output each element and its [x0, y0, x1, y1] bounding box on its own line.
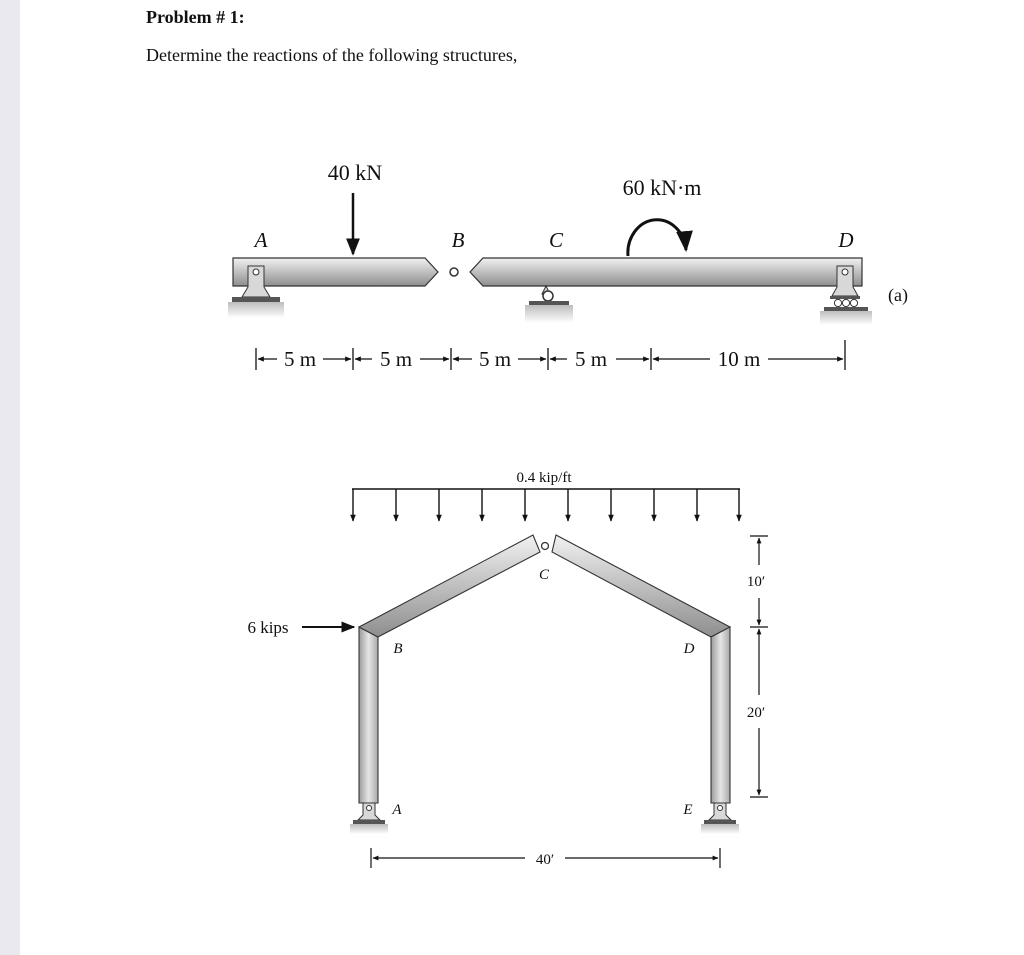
dim-column-label: 20′	[746, 705, 766, 721]
frame-label-b: B	[393, 641, 403, 657]
horizontal-load-label: 6 kips	[247, 618, 289, 637]
hinge-c	[542, 543, 549, 550]
point-load-label: 40 kN	[327, 160, 383, 185]
dim-label-3: 5 m	[478, 347, 512, 371]
dim-rise-label: 10′	[746, 574, 766, 590]
support-a-frame	[350, 803, 388, 834]
dim-label-5: 10 m	[717, 347, 761, 371]
label-b: B	[451, 228, 465, 252]
label-a: A	[254, 228, 268, 252]
frame-label-d: D	[683, 641, 695, 657]
frame-label-e: E	[683, 802, 693, 818]
figure-b-frame	[247, 470, 768, 868]
hinge-b	[450, 268, 458, 276]
distributed-load-arrows	[353, 489, 739, 521]
dim-label-2: 5 m	[379, 347, 413, 371]
problem-statement: Determine the reactions of the following structures,	[146, 45, 518, 65]
frame-label-c: C	[538, 567, 550, 583]
moment-arrow	[628, 220, 686, 256]
problem-title: Problem # 1:	[146, 7, 245, 27]
support-e-frame	[701, 803, 739, 834]
column-ab	[359, 627, 378, 803]
figure-a-beam	[228, 160, 908, 371]
dim-label-1: 5 m	[283, 347, 317, 371]
rafter-bc	[359, 535, 540, 637]
dim-label-4: 5 m	[574, 347, 608, 371]
moment-label: 60 kN·m	[622, 175, 702, 200]
label-d: D	[838, 228, 854, 252]
support-c-roller	[525, 286, 573, 323]
label-c: C	[548, 228, 564, 252]
frame-label-a: A	[392, 802, 402, 818]
rafter-cd	[552, 535, 730, 637]
dim-span-label: 40′	[535, 852, 555, 868]
beam-segment-bd	[470, 258, 862, 286]
column-de	[711, 627, 730, 803]
distributed-load-label: 0.4 kip/ft	[516, 470, 572, 486]
figure-tag: (a)	[888, 285, 908, 305]
